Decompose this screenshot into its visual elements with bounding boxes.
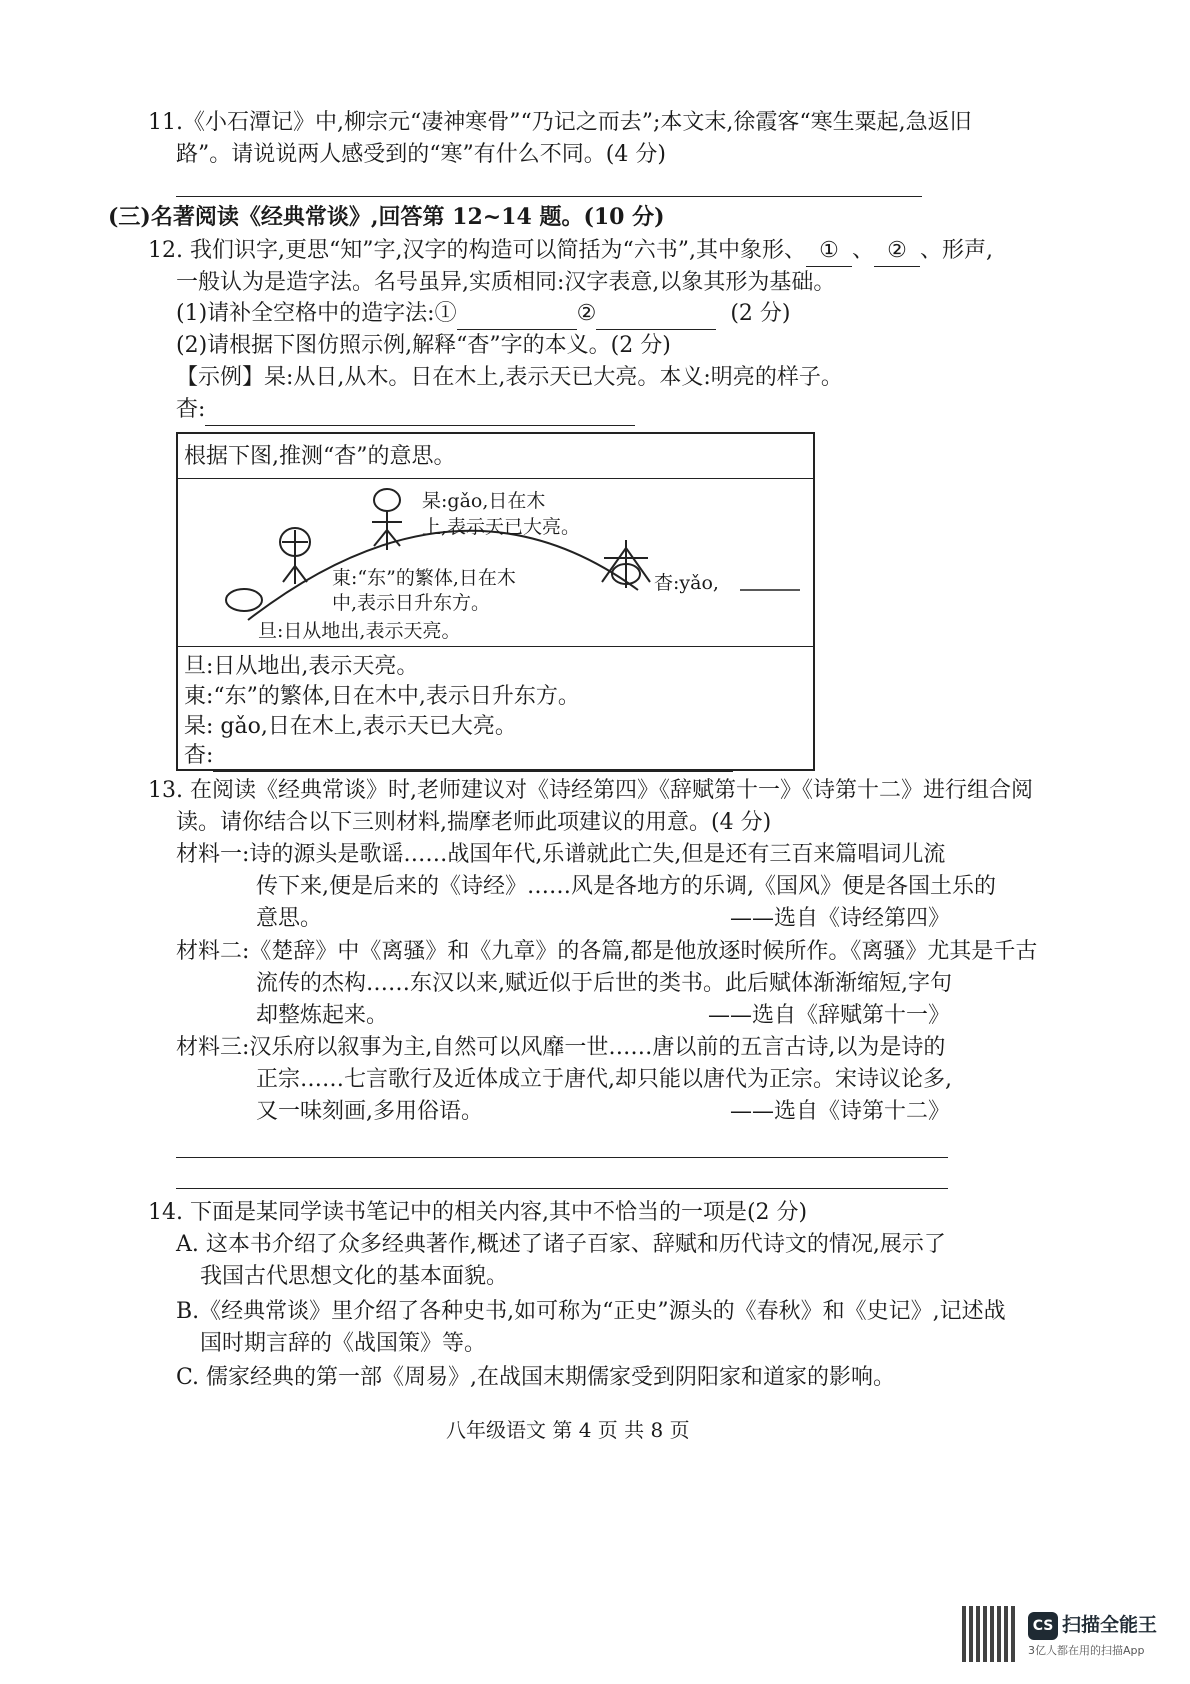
q14-stem: 14. 下面是某同学读书笔记中的相关内容,其中不恰当的一项是(2 分)	[148, 1200, 808, 1225]
scanner-tagline: 3亿人都在用的扫描App	[1028, 1644, 1145, 1657]
q12-example: 【示例】杲:从日,从木。日在木上,表示天已大亮。本义:明亮的样子。	[176, 365, 843, 390]
q13-answer-line-1	[176, 1157, 948, 1158]
material3-source: ——选自《诗第十二》	[729, 1099, 950, 1124]
q12-sep: 、	[851, 238, 874, 263]
q12-line1-b: 、形声,	[919, 238, 993, 263]
q14-option-b-line1: B.《经典常谈》里介绍了各种史书,如可称为“正史”源头的《春秋》和《史记》,记述战	[176, 1299, 1006, 1324]
q12-mark2: ②	[874, 236, 920, 267]
q12-line1-a: 12. 我们识字,更思“知”字,汉字的构造可以简括为“六书”,其中象形、	[148, 238, 806, 263]
material3-line3: 又一味刻画,多用俗语。	[256, 1099, 483, 1124]
figure-divider-bottom	[178, 646, 813, 647]
q12-sub2: (2)请根据下图仿照示例,解释“杳”字的本义。(2 分)	[176, 333, 671, 358]
q14-option-a-line1: A. 这本书介绍了众多经典著作,概述了诸子百家、辞赋和历代诗文的情况,展示了	[176, 1232, 946, 1257]
figure-box	[176, 432, 815, 771]
page-footer: 八年级语文 第 4 页 共 8 页	[446, 1418, 690, 1442]
q12-line2: 一般认为是造字法。名号虽异,实质相同:汉字表意,以象其形为基础。	[176, 270, 836, 295]
q14-option-b-line2: 国时期言辞的《战国策》等。	[200, 1331, 487, 1356]
q12-sub1	[176, 299, 790, 330]
dong-note-1: 東:“东”的繁体,日在木	[332, 567, 516, 589]
q13-line1: 13. 在阅读《经典常谈》时,老师建议对《诗经第四》《辞赋第十一》《诗第十二》进行组合阅	[148, 778, 1033, 803]
material2-line3: 却整炼起来。	[256, 1003, 389, 1028]
gao-note-2: 上,表示天已大亮。	[422, 516, 581, 538]
q12-sub1-score: (2 分)	[730, 301, 791, 326]
q11-line1: 11.《小石潭记》中,柳宗元“凄神寒骨”“乃记之而去”;本文末,徐霞客“寒生粟起,急返旧	[148, 110, 972, 135]
figure-list-4	[184, 741, 733, 772]
q14-option-a-line2: 我国古代思想文化的基本面貌。	[200, 1264, 509, 1289]
answer-blank-2	[596, 299, 716, 330]
q11-line2: 路”。请说说两人感受到的“寒”有什么不同。(4 分)	[176, 142, 666, 167]
q12-answer	[176, 395, 635, 426]
q13-line2: 读。请你结合以下三则材料,揣摩老师此项建议的用意。(4 分)	[176, 810, 772, 835]
figure-list-2: 東:“东”的繁体,日在木中,表示日升东方。	[184, 684, 580, 709]
q12-sub1-label: (1)请补全空格中的造字法:①	[176, 301, 457, 326]
q14-option-c: C. 儒家经典的第一部《周易》,在战国末期儒家受到阴阳家和道家的影响。	[176, 1365, 896, 1390]
material1-source: ——选自《诗经第四》	[729, 906, 950, 931]
qr-code-icon	[962, 1606, 1018, 1662]
figure-list-4-label: 杳:	[184, 743, 214, 768]
figure-list-1: 旦:日从地出,表示天亮。	[184, 654, 419, 679]
q12-line1	[148, 236, 993, 267]
q12-answer-line	[205, 395, 635, 426]
scanner-logo: CS	[1028, 1612, 1058, 1640]
q13-answer-line-2	[176, 1188, 948, 1189]
q12-sub1-mid: ②	[576, 301, 597, 326]
q12-mark1: ①	[806, 236, 852, 267]
sun-dan-icon	[226, 589, 262, 611]
dan-note: 旦:日从地出,表示天亮。	[258, 620, 461, 642]
answer-blank-1	[457, 299, 577, 330]
material3-line1: 材料三:汉乐府以叙事为主,自然可以风靡一世……唐以前的五言古诗,以为是诗的	[176, 1035, 946, 1060]
scanner-name: 扫描全能王	[1062, 1614, 1158, 1636]
material2-source: ——选自《辞赋第十一》	[707, 1003, 950, 1028]
section-heading: (三)名著阅读《经典常谈》,回答第 12~14 题。(10 分)	[108, 204, 665, 230]
q11-answer-line	[176, 196, 922, 197]
material1-line2: 传下来,便是后来的《诗经》……风是各地方的乐调,《国风》便是各国土乐的	[256, 874, 996, 899]
q12-answer-label: 杳:	[176, 397, 206, 422]
material1-line3: 意思。	[256, 906, 323, 931]
material3-line2: 正宗……七言歌行及近体成立于唐代,却只能以唐代为正宗。宋诗议论多,	[256, 1067, 952, 1092]
figure-list-3: 杲: gǎo,日在木上,表示天已大亮。	[184, 714, 517, 739]
tree-dong-icon	[280, 528, 310, 584]
material2-line2: 流传的杰构……东汉以来,赋近似于后世的类书。此后赋体渐渐缩短,字句	[256, 971, 952, 996]
figure-header: 根据下图,推测“杳”的意思。	[184, 444, 456, 469]
tree-yao-icon	[602, 540, 650, 588]
material1-line1: 材料一:诗的源头是歌谣……战国年代,乐谱就此亡失,但是还有三百来篇唱词儿流	[176, 842, 946, 867]
dong-note-2: 中,表示日升东方。	[332, 592, 491, 614]
material2-line1: 材料二:《楚辞》中《离骚》和《九章》的各篇,都是他放逐时候所作。《离骚》尤其是千古	[176, 939, 1038, 964]
figure-answer-line	[213, 741, 733, 772]
yao-note: 杳:yǎo,	[654, 572, 719, 594]
gao-note-1: 杲:gǎo,日在木	[422, 490, 546, 512]
